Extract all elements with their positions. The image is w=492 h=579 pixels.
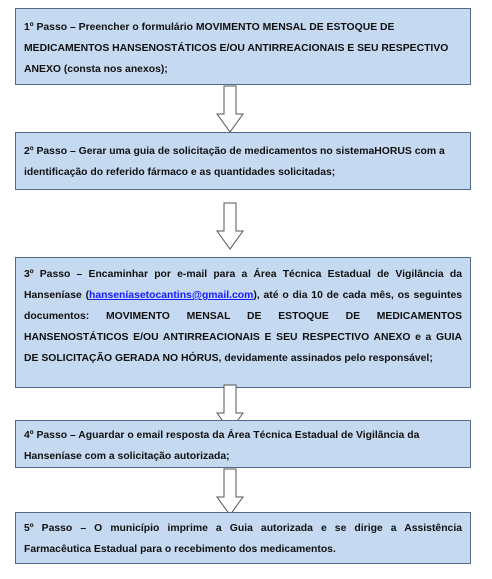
step-2-text: Gerar uma guia de solicitação de medicamentos no sistemaHORUS com a identificação do referido fármaco e as quantidades solicitadas; [24,146,445,178]
step-5-text: O município imprime a Guia autorizada e se dirige a Assistência Farmacêutica Estadual para o recebimento dos medicamentos. [24,523,462,555]
step-3-text-part2: ), até o dia 10 de cada mês, os seguintes documentos: MOVIMENTO MENSAL DE ESTOQUE DE MEDICAMENTOS HANSENOSTÁTICOS E/OU ANTIRREACIONAIS E SEU RESPECTIVO ANEXO e a GUIA DE SOLICITAÇÃO GERADA NO HÓRUS, devidamente assinados pelo responsável; [24,290,462,364]
step-1-text: Preencher o formulário MOVIMENTO MENSAL DE ESTOQUE DE MEDICAMENTOS HANSENOSTÁTICOS E/OU ANTIRREACIONAIS E SEU RESPECTIVO ANEXO (consta nos anexos); [24,22,449,75]
down-arrow-icon [216,85,244,133]
step-1-box [15,8,471,85]
step-3-box [15,257,471,388]
step-separator: – [67,430,79,441]
step-separator: – [72,523,95,534]
down-arrow-icon [216,468,244,516]
down-arrow-icon [216,202,244,250]
step-2-box [15,132,471,190]
step-5-box [15,512,471,564]
step-3-label: 3º Passo [24,269,71,280]
step-separator: – [70,269,89,280]
email-link[interactable]: hanseníasetocantins@gmail.com [89,290,254,301]
step-4-text: Aguardar o email resposta da Área Técnica Estadual de Vigilância da Hanseníase com a solicitação autorizada; [24,430,420,462]
step-5-label: 5º Passo [24,523,73,534]
step-4-label: 4º Passo [24,430,68,441]
step-3-text-part1: Encaminhar por e-mail para a Área Técnica Estadual de Vigilância da Hanseníase ( [24,269,462,301]
step-2-label: 2º Passo [24,146,68,157]
step-separator: – [67,146,79,157]
step-4-box [15,420,471,468]
step-1-label: 1º Passo [24,22,68,33]
step-separator: – [67,22,79,33]
